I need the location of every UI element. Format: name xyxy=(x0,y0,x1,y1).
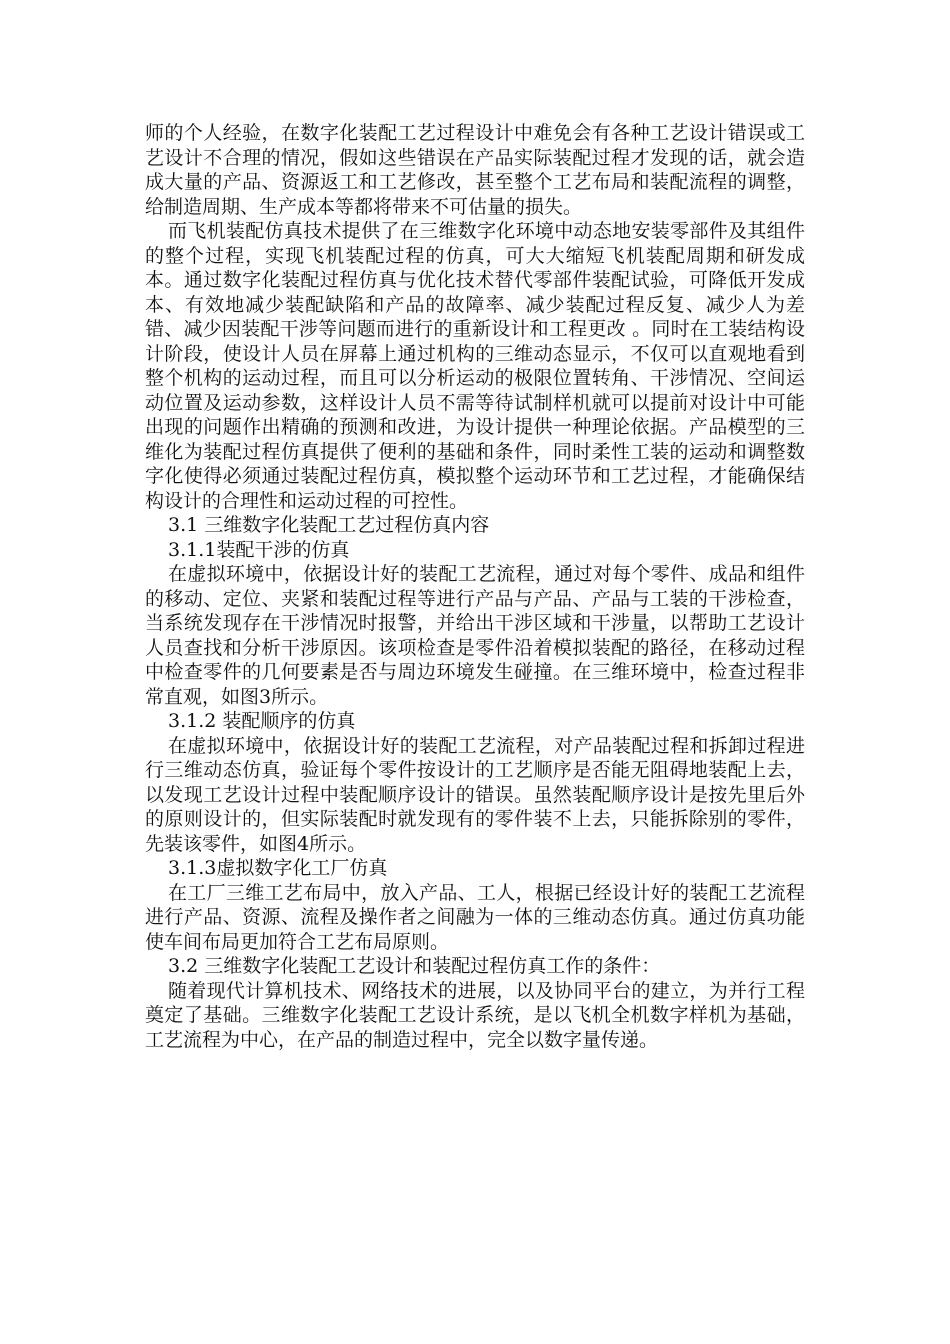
heading-3-2: 3.2 三维数字化装配工艺设计和装配过程仿真工作的条件： xyxy=(168,955,661,977)
heading-3-1-3: 3.1.3虚拟数字化工厂仿真 xyxy=(168,857,388,879)
paragraph-intro-continued: 师的个人经验，在数字化装配工艺过程设计中难免会有各种工艺设计错误或工艺设计不合理的情况，假如这些错误在产品实际装配过程才发现的话，就会造成大量的产品、资源返工和工艺修改，甚至整个工艺布局和装配流程的调整，给制造周期、生产成本等都将带来不可估量的损失。 xyxy=(145,122,805,218)
paragraph-conditions: 随着现代计算机技术、网络技术的进展，以及协同平台的建立，为并行工程奠定了基础。三维数字化装配工艺设计系统，是以飞机全机数字样机为基础，工艺流程为中心，在产品的制造过程中，完全以数字量传递。 xyxy=(145,979,805,1051)
heading-3-1-2: 3.1.2 装配顺序的仿真 xyxy=(168,710,356,732)
paragraph-interference: 在虚拟环境中，依据设计好的装配工艺流程，通过对每个零件、成品和组件的移动、定位、夹紧和装配过程等进行产品与产品、产品与工装的干涉检查，当系统发现存在干涉情况时报警，并给出干涉区域和干涉量，以帮助工艺设计人员查找和分析干涉原因。该项检查是零件沿着模拟装配的路径，在移动过程中检查零件的几何要素是否与周边环境发生碰撞。在三维环境中，检查过程非常直观，如图3所示。 xyxy=(145,563,805,708)
paragraph-assembly-sequence: 在虚拟环境中，依据设计好的装配工艺流程，对产品装配过程和拆卸过程进行三维动态仿真，验证每个零件按设计的工艺顺序是否能无阻碍地装配上去，以发现工艺设计过程中装配顺序设计的错误。虽然装配顺序设计是按先里后外的原则设计的，但实际装配时就发现有的零件装不上去，只能拆除别的零件，先装该零件，如图4所示。 xyxy=(145,734,805,855)
document-body xyxy=(145,121,805,1052)
paragraph-assembly-simulation: 而飞机装配仿真技术提供了在三维数字化环境中动态地安装零部件及其组件的整个过程，实现飞机装配过程的仿真，可大大缩短飞机装配周期和研发成本。通过数字化装配过程仿真与优化技术替代零部件装配试验，可降低开发成本、有效地减少装配缺陷和产品的故障率、减少装配过程反复、减少人为差错、减少因装配干涉等问题而进行的重新设计和工程更改 。同时在工装结构设计阶段，使设计人员在屏幕上通过机构的三维动态显示，不仅可以直观地看到整个机构的运动过程，而且可以分析运动的极限位置转角、干涉情况、空间运动位置及运动参数，这样设计人员不需等待试制样机就可以提前对设计中可能出现的问题作出精确的预测和改进，为设计提供一种理论依据。产品模型的三维化为装配过程仿真提供了便利的基础和条件，同时柔性工装的运动和调整数字化使得必须通过装配过程仿真，模拟整个运动环节和工艺过程，才能确保结构设计的合理性和运动过程的可控性。 xyxy=(145,220,805,512)
paragraph-virtual-factory: 在工厂三维工艺布局中，放入产品、工人，根据已经设计好的装配工艺流程进行产品、资源、流程及操作者之间融为一体的三维动态仿真。通过仿真功能使车间布局更加符合工艺布局原则。 xyxy=(145,881,805,953)
heading-3-1: 3.1 三维数字化装配工艺过程仿真内容 xyxy=(168,514,490,536)
heading-3-1-1: 3.1.1装配干涉的仿真 xyxy=(168,538,350,561)
